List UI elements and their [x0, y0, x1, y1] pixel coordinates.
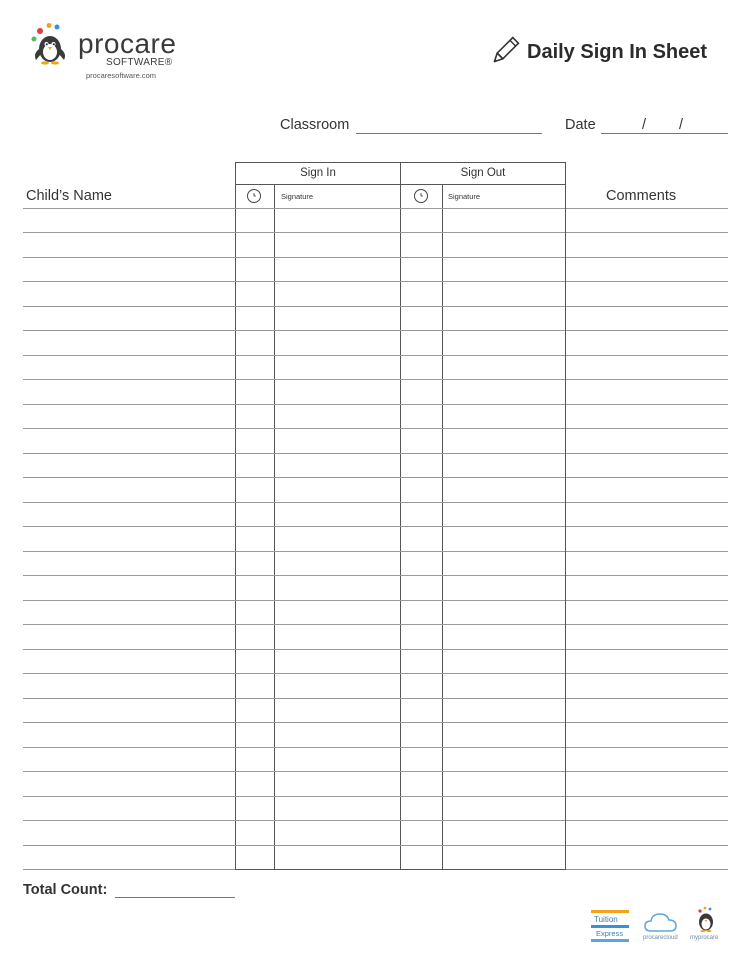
childs-name-header: Child’s Name: [26, 188, 112, 204]
table-row-line: [566, 820, 728, 821]
table-row-line: [235, 820, 565, 821]
table-row-line: [235, 257, 565, 258]
table-border-left: [235, 185, 236, 870]
page-title: Daily Sign In Sheet: [527, 41, 708, 63]
comments-header: Comments: [606, 188, 677, 204]
table-row-line: [566, 722, 728, 723]
table-row-line: [23, 281, 235, 282]
table-row-line: [23, 306, 235, 307]
date-separator: /: [679, 117, 684, 133]
table-row-line: [23, 428, 235, 429]
procare-cloud-label: procarecloud: [643, 935, 678, 941]
table-row-line: [235, 649, 565, 650]
table-row-line: [235, 796, 565, 797]
table-row-line: [235, 673, 565, 674]
table-row-line: [566, 624, 728, 625]
table-row-line: [23, 771, 235, 772]
table-row-line: [235, 453, 565, 454]
sign-in-header: Sign In: [300, 167, 336, 179]
tuition-express-label: Express: [596, 929, 624, 938]
table-row-line: [235, 379, 565, 380]
sign-in-out-divider: [400, 185, 401, 870]
table-row-line: [23, 796, 235, 797]
table-row-line: [566, 232, 728, 233]
table-row-line: [566, 869, 728, 870]
table-row-line: [566, 453, 728, 454]
table-border-right: [565, 185, 566, 870]
sign-out-time-divider: [442, 185, 443, 870]
table-row-line: [23, 257, 235, 258]
table-row-line: [23, 820, 235, 821]
date-label: Date: [565, 117, 596, 133]
table-row-line: [566, 208, 728, 209]
table-row-line: [23, 747, 235, 748]
table-row-line: [23, 551, 235, 552]
table-row-line: [235, 306, 565, 307]
table-row-line: [23, 355, 235, 356]
table-row-line: [23, 673, 235, 674]
table-row-line: [566, 673, 728, 674]
table-row-line: [566, 257, 728, 258]
table-row-line: [566, 845, 728, 846]
table-row-line: [235, 551, 565, 552]
table-row-line: [23, 477, 235, 478]
tuition-express-logo: [591, 910, 629, 942]
table-row-line: [235, 232, 565, 233]
tuition-express-label: Tuition: [594, 915, 618, 924]
total-count-field[interactable]: [115, 897, 235, 898]
table-row-line: [566, 306, 728, 307]
table-row-line: [23, 869, 235, 870]
sign-out-signature-label: Signature: [448, 192, 481, 201]
total-count-label: Total Count:: [23, 882, 108, 898]
table-row-line: [23, 649, 235, 650]
table-row-line: [23, 526, 235, 527]
table-row-line: [23, 330, 235, 331]
table-row-line: [235, 698, 565, 699]
brand-name: procare: [78, 28, 177, 59]
table-row-line: [566, 404, 728, 405]
table-row-line: [566, 355, 728, 356]
table-row-line: [566, 330, 728, 331]
table-border-bottom: [235, 869, 566, 870]
table-row-line: [23, 379, 235, 380]
table-row-line: [235, 330, 565, 331]
table-row-line: [23, 722, 235, 723]
table-row-line: [23, 698, 235, 699]
table-row-line: [235, 575, 565, 576]
table-row-line: [235, 404, 565, 405]
table-row-line: [23, 502, 235, 503]
cloud-icon: [643, 911, 679, 935]
table-row-line: [566, 796, 728, 797]
table-row-line: [566, 281, 728, 282]
table-row-line: [23, 845, 235, 846]
table-row-line: [235, 502, 565, 503]
table-row-line: [235, 845, 565, 846]
classroom-label: Classroom: [280, 117, 350, 133]
sign-out-header: Sign Out: [460, 167, 506, 179]
table-row-line: [566, 747, 728, 748]
table-row-line: [23, 404, 235, 405]
table-row-line: [566, 526, 728, 527]
myprocare-label: myprocare: [690, 935, 719, 941]
table-row-line: [566, 649, 728, 650]
table-row-line: [566, 428, 728, 429]
table-row-line: [566, 551, 728, 552]
table-row-line: [235, 355, 565, 356]
table-row-line: [23, 624, 235, 625]
sign-in-time-divider: [274, 185, 275, 870]
table-row-line: [235, 771, 565, 772]
table-row-line: [566, 502, 728, 503]
sign-in-signature-label: Signature: [281, 192, 314, 201]
table-row-line: [235, 624, 565, 625]
table-row-line: [235, 747, 565, 748]
table-row-line: [566, 575, 728, 576]
date-separator: /: [642, 117, 647, 133]
table-row-line: [566, 771, 728, 772]
table-row-line: [235, 526, 565, 527]
brand-url: procaresoftware.com: [86, 71, 157, 80]
table-row-line: [235, 428, 565, 429]
table-row-line: [566, 379, 728, 380]
table-row-line: [23, 232, 235, 233]
table-row-line: [566, 600, 728, 601]
table-row-line: [235, 281, 565, 282]
table-row-line: [566, 477, 728, 478]
table-row-line: [235, 477, 565, 478]
table-row-line: [23, 600, 235, 601]
table-row-line: [23, 575, 235, 576]
table-row-line: [23, 453, 235, 454]
penguin-mascot-icon: [694, 906, 720, 934]
brand-tagline: SOFTWARE®: [106, 57, 173, 68]
table-row-line: [235, 600, 565, 601]
table-row-line: [566, 698, 728, 699]
table-row-line: [23, 208, 235, 209]
table-row-line: [235, 722, 565, 723]
table-row-line: [235, 208, 565, 209]
